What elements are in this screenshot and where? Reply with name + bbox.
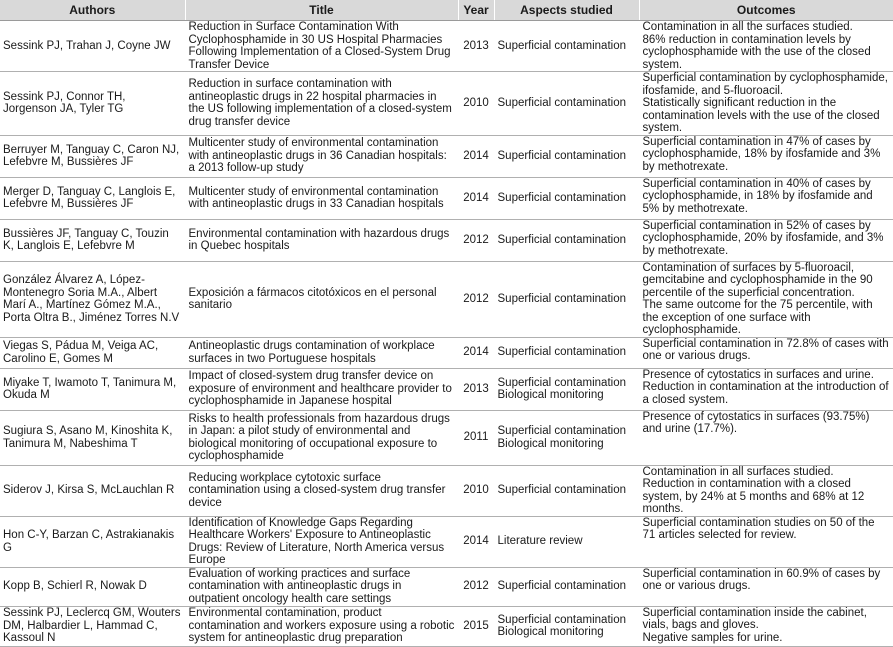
aspect-item: Superficial contamination [497,425,626,437]
aspects-cell [494,567,639,606]
table-row [0,410,893,465]
aspects-cell [494,177,639,219]
outcome-line: Reduction in contamination with a closed system, by 24% at 5 months and 68% at 12 months. [642,478,865,515]
aspect-item: Biological monitoring [497,437,604,450]
aspects-cell [494,72,639,136]
outcome-line: Contamination in all surfaces studied. [642,465,834,478]
aspect-item: Superficial contamination [497,149,626,162]
outcome-line: Presence of cytostatics in surfaces (93.75%) and urine (17.7%). [642,410,870,435]
authors-cell: González Álvarez A, López-Montenegro Soria M.A., Albert Marí A., Martínez Gómez M.A., Porta Oltra B., Jiménez Torres N.V [0,261,185,337]
table-row [0,368,893,410]
aspect-item: Superficial contamination [497,484,626,497]
aspects-cell [494,21,639,72]
year-cell: 2014 [458,177,494,219]
authors-cell: Kopp B, Schierl R, Nowak D [0,567,185,606]
table-row [0,219,893,261]
aspects-cell [494,219,639,261]
authors-cell: Hon C-Y, Barzan C, Astrakianakis G [0,516,185,567]
table-row [0,567,893,606]
title-cell: Multicenter study of environmental contamination with antineoplastic drugs in 33 Canadian hospitals [185,177,458,219]
title-cell: Impact of closed-system drug transfer device on exposure of environment and healthcare provider to cyclophosphamide in Japanese hospital [185,368,458,410]
aspects-cell [494,135,639,177]
header-authors: Authors [0,0,185,21]
title-cell: Reducing workplace cytotoxic surface contamination using a closed-system drug transfer device [185,465,458,516]
outcomes-cell [639,368,893,410]
outcome-line: Superficial contamination studies on 50 of the 71 articles selected for review. [642,516,875,541]
authors-cell: Sessink PJ, Connor TH, Jorgenson JA, Tyler TG [0,72,185,136]
outcomes-cell [639,606,893,646]
outcome-line: Superficial contamination in 72.8% of cases with one or various drugs. [642,337,889,362]
title-cell: Environmental contamination with hazardous drugs in Quebec hospitals [185,219,458,261]
outcomes-cell [639,135,893,177]
aspect-item: Superficial contamination [497,376,626,389]
year-cell: 2012 [458,261,494,337]
outcomes-cell [639,410,893,465]
table-row [0,516,893,567]
table-row [0,72,893,136]
table-row [0,606,893,646]
year-cell: 2013 [458,21,494,72]
title-cell: Antineoplastic drugs contamination of workplace surfaces in two Portuguese hospitals [185,337,458,368]
header-title: Title [185,0,458,21]
title-cell: Multicenter study of environmental contamination with antineoplastic drugs in 36 Canadian hospitals: a 2013 follow-up study [185,135,458,177]
outcomes-cell [639,261,893,337]
aspects-cell [494,606,639,646]
aspect-item: Superficial contamination [497,292,626,305]
outcome-line: Superficial contamination in 52% of cases by cyclophosphamide, 20% by ifosfamide, and 3% by methotrexate. [642,219,884,257]
aspect-item: Superficial contamination [497,580,626,593]
aspect-item: Superficial contamination [497,97,626,109]
year-cell: 2014 [458,516,494,567]
aspect-item: Biological monitoring [497,389,604,401]
year-cell: 2012 [458,219,494,261]
authors-cell: Sessink PJ, Trahan J, Coyne JW [0,21,185,72]
table-row [0,261,893,337]
aspects-cell [494,368,639,410]
year-cell: 2014 [458,337,494,368]
aspect-item: Superficial contamination [497,346,626,359]
outcomes-cell [639,177,893,219]
outcome-line: Contamination of surfaces by 5-fluoroacil, gemcitabine and cyclophosphamide in the 90 percentile of the superficial concentration. [642,261,873,299]
aspects-cell [494,516,639,567]
outcomes-cell [639,465,893,516]
year-cell: 2011 [458,410,494,465]
year-cell: 2010 [458,72,494,136]
outcomes-cell [639,72,893,136]
authors-cell: Merger D, Tanguay C, Langlois E, Lefebvre M, Bussières JF [0,177,185,219]
outcomes-cell [639,219,893,261]
title-cell: Risks to health professionals from hazardous drugs in Japan: a pilot study of environmental and biological monitoring of occupational exposure to cyclophosphamide [185,410,458,465]
title-cell: Identification of Knowledge Gaps Regarding Healthcare Workers' Exposure to Antineoplastic Drugs: Review of Literature, North America versus Europe [185,516,458,567]
authors-cell: Viegas S, Pádua M, Veiga AC, Carolino E, Gomes M [0,337,185,368]
authors-cell: Siderov J, Kirsa S, McLauchlan R [0,465,185,516]
table-row [0,177,893,219]
outcome-line: Superficial contamination in 47% of cases by cyclophosphamide, 18% by ifosfamide and 3% by methotrexate. [642,135,881,173]
aspect-item: Literature review [497,535,583,548]
aspect-item: Biological monitoring [497,626,604,638]
authors-cell: Sugiura S, Asano M, Kinoshita K, Tanimura M, Nabeshima T [0,410,185,465]
aspects-cell [494,410,639,465]
authors-cell: Miyake T, Iwamoto T, Tanimura M, Okuda M [0,368,185,410]
aspect-item: Superficial contamination [497,613,626,626]
outcome-line: Superficial contamination by cyclophosphamide, ifosfamide, and 5-fluoroacil. [642,72,888,97]
outcome-line: Superficial contamination inside the cabinet, vials, bags and gloves. [642,606,867,631]
outcomes-cell [639,21,893,72]
outcome-line: 86% reduction in contamination levels by cyclophosphamide with the use of the closed system. [642,33,871,71]
table-row [0,21,893,72]
header-year: Year [458,0,494,21]
year-cell: 2013 [458,368,494,410]
outcome-line: Presence of cytostatics in surfaces and urine. [642,368,874,381]
title-cell: Reduction in Surface Contamination With Cyclophosphamide in 30 US Hospital Pharmacies Following Implementation of a Closed-System Drug Transfer Device [185,21,458,72]
outcome-line: Superficial contamination in 40% of cases by cyclophosphamide, in 18% by ifosfamide and 5% by methotrexate. [642,177,873,215]
outcomes-cell [639,567,893,606]
header-outcomes: Outcomes [639,0,893,21]
table-row [0,465,893,516]
aspects-cell [494,337,639,368]
outcome-line: Contamination in all the surfaces studied. [642,21,853,33]
aspects-cell [494,465,639,516]
title-cell: Reduction in surface contamination with antineoplastic drugs in 22 hospital pharmacies in the US following implementation of a closed-system drug transfer device [185,72,458,136]
title-cell: Evaluation of working practices and surface contamination with antineoplastic drugs in outpatient oncology health care settings [185,567,458,606]
table-row [0,135,893,177]
year-cell: 2012 [458,567,494,606]
year-cell: 2014 [458,135,494,177]
outcome-line: Reduction in contamination at the introduction of a closed system. [642,381,889,406]
year-cell: 2010 [458,465,494,516]
title-cell: Environmental contamination, product contamination and workers exposure using a robotic system for antineoplastic drug preparation [185,606,458,646]
header-aspects: Aspects studied [494,0,639,21]
outcomes-cell [639,337,893,368]
authors-cell: Sessink PJ, Leclercq GM, Wouters DM, Halbardier L, Hammad C, Kassoul N [0,606,185,646]
aspects-cell [494,261,639,337]
outcome-line: Superficial contamination in 60.9% of cases by one or various drugs. [642,567,881,592]
authors-cell: Bussières JF, Tanguay C, Touzin K, Langlois E, Lefebvre M [0,219,185,261]
outcome-line: Statistically significant reduction in the contamination levels with the use of the closed system. [642,97,880,134]
title-cell: Exposición a fármacos citotóxicos en el personal sanitario [185,261,458,337]
header-row [0,0,893,21]
table-row [0,337,893,368]
authors-cell: Berruyer M, Tanguay C, Caron NJ, Lefebvre M, Bussières JF [0,135,185,177]
outcome-line: Negative samples for urine. [642,631,783,644]
aspect-item: Superficial contamination [497,233,626,246]
outcome-line: The same outcome for the 75 percentile, with the exception of one surface with cyclophosphamide. [642,299,873,336]
aspect-item: Superficial contamination [497,191,626,204]
year-cell: 2015 [458,606,494,646]
aspect-item: Superficial contamination [497,39,626,52]
outcomes-cell [639,516,893,567]
